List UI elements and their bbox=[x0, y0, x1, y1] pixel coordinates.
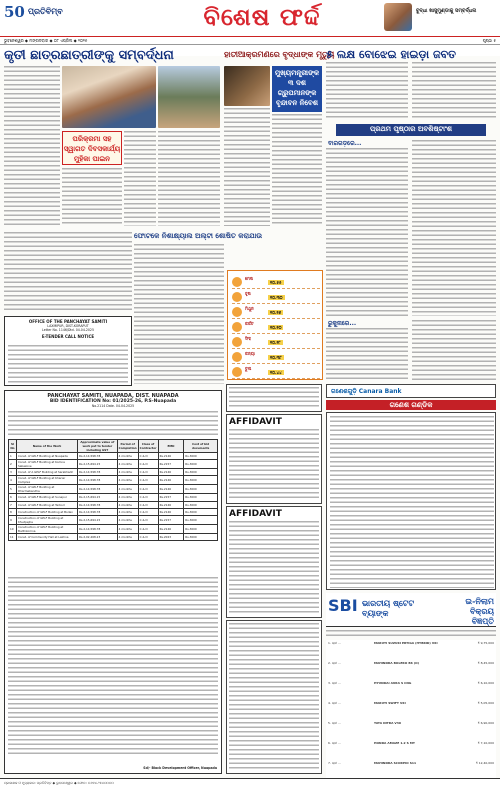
horoscope-item bbox=[232, 305, 320, 319]
auction-cell: MAHINDRA BOLERO B6 (O) bbox=[374, 661, 420, 665]
auction-row bbox=[326, 660, 496, 681]
bid-header-cell: Approximate value of work put to tender including GST bbox=[78, 440, 118, 453]
bid-table-cell: 4 months bbox=[117, 533, 138, 540]
affidavit-1-title: AFFIDAVIT bbox=[229, 417, 282, 427]
bid-table-cell: Rs.3000 bbox=[184, 515, 218, 524]
zodiac-icon bbox=[232, 367, 242, 377]
horoscope-box bbox=[227, 270, 323, 380]
bid-table-cell: C & D bbox=[138, 494, 158, 501]
auction-cell: 1. ଶ୍ରୀ ... bbox=[328, 641, 341, 645]
bid-table-row bbox=[9, 501, 218, 508]
bid-table-row bbox=[9, 476, 218, 485]
classified-ad bbox=[226, 620, 322, 774]
bid-table-cell: 4 months bbox=[117, 469, 138, 476]
auction-cell: ₹ 6,90,000 bbox=[477, 721, 494, 725]
bid-table-cell: Rs.3000 bbox=[184, 469, 218, 476]
article-body-right-2 bbox=[412, 62, 496, 120]
article-body-right-3 bbox=[326, 148, 408, 316]
zodiac-icon bbox=[232, 337, 242, 347]
auction-cell: 5. ଶ୍ରୀ ... bbox=[328, 721, 341, 725]
auction-cell: 3. ଶ୍ରୀ ... bbox=[328, 681, 341, 685]
horoscope-value: ୧୦.୧୦ bbox=[270, 325, 282, 330]
small-ad-1-body bbox=[229, 387, 319, 409]
horoscope-item bbox=[232, 320, 320, 334]
page-footer: ପ୍ରକାଶକ ଓ ମୁଦ୍ରାକର: ପ୍ରତିବିମ୍ବ ◆ ଭୁବନେଶ୍ୱର ◆ ଫୋନ: ୦୬୭୪-୨୫୪୦୦୦୦ bbox=[0, 778, 500, 788]
bid-table-cell: 6 bbox=[9, 494, 17, 501]
notice2-title: PANCHAYAT SAMITI, NUAPADA, DIST. NUAPADA bbox=[47, 393, 179, 399]
auction-cell: TATA INTRA V30 bbox=[374, 721, 401, 725]
bid-table-row bbox=[9, 453, 218, 460]
article-body-left-4 bbox=[158, 131, 220, 226]
dateline bbox=[0, 36, 500, 45]
zodiac-icon bbox=[232, 307, 242, 317]
bid-table-cell: Rs.2023 bbox=[158, 533, 184, 540]
horoscope-item bbox=[232, 275, 320, 289]
bid-table-cell: Rs.3000 bbox=[184, 501, 218, 508]
sbi-auction-header bbox=[326, 593, 496, 627]
auction-cell: 6. ଶ୍ରୀ ... bbox=[328, 741, 341, 745]
bid-table-row bbox=[9, 460, 218, 469]
affidavit-ad-2 bbox=[226, 506, 322, 618]
auction-cell: 7. ଶ୍ରୀ ... bbox=[328, 761, 341, 765]
horoscope-sign: ତୁଳା bbox=[245, 366, 252, 371]
center-headline: ହାତୀଆକ୍ରମଣରେ ବୃଦ୍ଧାଙ୍କ ମୃତ୍ୟୁ bbox=[224, 50, 335, 59]
bid-table-cell: C & D bbox=[138, 501, 158, 508]
bid-table-cell: 4 months bbox=[117, 453, 138, 460]
sbi-bank-name: ଭାରତୀୟ ଷ୍ଟେଟ ବ୍ୟାଙ୍କ bbox=[362, 599, 415, 618]
bank-notice-body bbox=[330, 416, 494, 588]
sbi-logo: SBI bbox=[328, 596, 358, 615]
bid-table-cell: C & D bbox=[138, 460, 158, 469]
article-body-right-4 bbox=[412, 140, 496, 316]
auction-cell: ₹ 5,05,000 bbox=[477, 701, 494, 705]
horoscope-sign: ବୃଷ bbox=[245, 291, 251, 296]
article-body-right-1 bbox=[326, 62, 408, 120]
article-body-left-2 bbox=[124, 131, 156, 226]
auction-cell: HYUNDAI AURA S CNG bbox=[374, 681, 412, 685]
auction-cell: 2. ଶ୍ରୀ ... bbox=[328, 661, 341, 665]
bid-table-cell: 4 months bbox=[117, 460, 138, 469]
bid-table-cell: 5 bbox=[9, 485, 17, 494]
notice1-letter: Letter No. 1146/Dtd. 04.04.2025 bbox=[42, 328, 94, 332]
article-body-right-6 bbox=[412, 320, 496, 380]
bid-table-cell: C & D bbox=[138, 485, 158, 494]
page-number: ପୃଷ୍ଠା ୫ bbox=[482, 38, 496, 43]
horoscope-sign: ମେଷ bbox=[245, 276, 253, 281]
right-subhead-1: ବାରଗଡ଼ରେ... bbox=[328, 140, 362, 147]
bid-table-cell: Rs.2,14,598.78 bbox=[78, 469, 118, 476]
bid-table-cell: Rs.2,15,694.15 bbox=[78, 460, 118, 469]
bid-table-cell: 4 months bbox=[117, 508, 138, 515]
auction-cell: ₹ 12,40,000 bbox=[475, 761, 494, 765]
bid-table-cell: 1 bbox=[9, 453, 17, 460]
bid-table-cell: Const. of Community Hall at Lakhna bbox=[16, 533, 77, 540]
right-subhead-2: ରୁକୁନାରେ... bbox=[328, 320, 357, 327]
small-ad-1 bbox=[226, 384, 322, 412]
bid-table-cell: 3 bbox=[9, 469, 17, 476]
bid-header-cell: Cost of bid documents bbox=[184, 440, 218, 453]
bid-table-header bbox=[9, 440, 218, 453]
zodiac-icon bbox=[232, 292, 242, 302]
auction-row bbox=[326, 700, 496, 721]
notice2-footer: Sd/- Block Development Officer, Nuapada bbox=[143, 766, 217, 770]
sbi-auction-title: ଇ-ନିଲାମ ବିକ୍ରୟ ବିଜ୍ଞପ୍ତି bbox=[465, 597, 494, 626]
notice2-subtitle: BID IDENTIFICATION No: 01/2025-26, P.S-Nuapada bbox=[49, 399, 177, 404]
bid-table-cell: Const. of GPLF Building at Sunapur bbox=[16, 494, 77, 501]
affidavit-2-title: AFFIDAVIT bbox=[229, 509, 282, 519]
canara-bank-header bbox=[326, 384, 496, 398]
bid-table-cell: Rs.2,14,598.78 bbox=[78, 524, 118, 533]
bid-table-cell: Rs.2,14,598.78 bbox=[78, 453, 118, 460]
notice1-body bbox=[8, 345, 128, 383]
bid-table-cell: Const. of GPLF Building at Komna Sabazone bbox=[16, 460, 77, 469]
bid-table-cell: 4 months bbox=[117, 524, 138, 533]
bid-header-cell: Name of the Work bbox=[16, 440, 77, 453]
bid-table-cell: Rs.2146 bbox=[158, 508, 184, 515]
auction-row bbox=[326, 680, 496, 701]
bid-table-cell: Construction of GPLF Building at Boden bbox=[16, 508, 77, 515]
bid-table-cell: 4 months bbox=[117, 515, 138, 524]
bid-table-cell: Const. of GPLF Building at Tarbod bbox=[16, 501, 77, 508]
bid-table-row bbox=[9, 515, 218, 524]
bid-table-cell: 8 bbox=[9, 508, 17, 515]
dateline-text: ଭୁବନେଶ୍ୱର ◆ ମଙ୍ଗଳବାର ◆ ୦୮ ଏପ୍ରିଲ ◆ ୨୦୨୫ bbox=[4, 38, 88, 43]
bid-table-cell: Rs.2146 bbox=[158, 469, 184, 476]
zodiac-icon bbox=[232, 352, 242, 362]
bid-table-cell: Rs.3000 bbox=[184, 533, 218, 540]
main-headline: କୃତୀ ଛାତ୍ରଛାତ୍ରୀଙ୍କୁ ସମ୍ବର୍ଦ୍ଧନା bbox=[4, 48, 174, 63]
bid-table-cell: 10 bbox=[9, 524, 17, 533]
canara-bank-title: ଗଣେଶଗୁଡ଼ି Canara Bank bbox=[331, 388, 402, 395]
auction-cell: ₹ 9,75,000 bbox=[477, 641, 494, 645]
bid-table-cell: 4 months bbox=[117, 501, 138, 508]
page-title: ବିଶେଷ ଫର୍ଦ୍ଦ bbox=[203, 3, 321, 31]
bid-table-row bbox=[9, 524, 218, 533]
auction-cell: HONDA AMAZE 1.2 S MT bbox=[374, 741, 415, 745]
right-section-bar: ପ୍ରଥମ ପୃଷ୍ଠାର ଅବଶିଷ୍ଟାଂଶ bbox=[336, 124, 486, 136]
bid-header-cell: EMD bbox=[158, 440, 184, 453]
bid-table-cell: C & D bbox=[138, 524, 158, 533]
notice2-letter: No.2114 Date. 04.04.2025 bbox=[91, 404, 135, 408]
auction-row bbox=[326, 740, 496, 761]
tender-notice-1 bbox=[4, 316, 132, 386]
bid-table-cell: 4 bbox=[9, 476, 17, 485]
notice2-conditions bbox=[8, 577, 218, 757]
bid-table-cell: Rs.2,14,598.78 bbox=[78, 485, 118, 494]
zodiac-icon bbox=[232, 277, 242, 287]
bid-table-row bbox=[9, 485, 218, 494]
auction-cell: ₹ 8,45,000 bbox=[477, 661, 494, 665]
bid-table-cell: Rs.3000 bbox=[184, 453, 218, 460]
article-body-center-1 bbox=[224, 108, 270, 226]
bid-table-cell: C & D bbox=[138, 508, 158, 515]
bid-table-cell: Rs.3000 bbox=[184, 460, 218, 469]
horoscope-value: ୧୦.୫୫ bbox=[270, 280, 282, 285]
bid-table-cell: Rs.3000 bbox=[184, 485, 218, 494]
students-photo bbox=[62, 66, 156, 128]
bid-table-cell: Rs.2146 bbox=[158, 476, 184, 485]
auction-cell: MAHINDRA SCORPIO S11 bbox=[374, 761, 417, 765]
bid-table-cell: C & D bbox=[138, 515, 158, 524]
horoscope-sign: ମିଥୁନ bbox=[245, 306, 254, 311]
ganesh-title-bar: ଗଣେଶ ଗଣ୍ଡିକ bbox=[326, 400, 496, 410]
bid-table-cell: Rs.2146 bbox=[158, 453, 184, 460]
horoscope-item bbox=[232, 290, 320, 304]
horoscope-item bbox=[232, 365, 320, 379]
bid-header-cell: Sl No bbox=[9, 440, 17, 453]
bid-table-cell: Rs.2157 bbox=[158, 494, 184, 501]
bid-table-cell: Rs.3000 bbox=[184, 476, 218, 485]
bid-table-cell: Rs.3000 bbox=[184, 494, 218, 501]
bid-table-row bbox=[9, 533, 218, 540]
classified-ad-body bbox=[229, 623, 319, 771]
masthead-side-text: ବୁଦ୍ଧା ଖାସୁମୁଣ୍ଡାକୁ ସମ୍ବର୍ଦ୍ଧନା bbox=[416, 8, 477, 14]
auction-cell: MARUTI SUZUKI ERTIGA (HYBRID) VXI bbox=[374, 641, 438, 645]
bid-table-cell: C & D bbox=[138, 469, 158, 476]
article-body-center-2 bbox=[272, 114, 322, 226]
affidavit-2-body bbox=[229, 521, 319, 615]
bid-table-cell: Rs.3000 bbox=[184, 524, 218, 533]
horoscope-value: ୧୦.୪୪ bbox=[270, 370, 282, 375]
bid-table-cell: Rs.3000 bbox=[184, 508, 218, 515]
bank-notice bbox=[326, 412, 496, 590]
bid-header-cell: Class of Contractor bbox=[138, 440, 158, 453]
bid-table-cell: C & D bbox=[138, 533, 158, 540]
notice1-subtitle: LAXMIPUR, DIST-KORAPUT bbox=[47, 324, 89, 328]
bid-table-cell: Const. of GPLF Building at Nuapada bbox=[16, 453, 77, 460]
affidavit-1-body bbox=[229, 429, 319, 501]
notice2-intro bbox=[8, 411, 218, 437]
auction-cell: ₹ 7,10,000 bbox=[477, 741, 494, 745]
article-body-center-3 bbox=[134, 244, 224, 384]
tender-notice-2 bbox=[4, 390, 222, 774]
bid-table bbox=[8, 439, 218, 541]
zodiac-icon bbox=[232, 322, 242, 332]
horoscope-item bbox=[232, 350, 320, 364]
horoscope-sign: ସିଂହ bbox=[245, 336, 251, 341]
elephant-photo bbox=[224, 66, 270, 106]
bid-table-row bbox=[9, 508, 218, 515]
horoscope-value: ୧୦.୨୮ bbox=[270, 340, 281, 345]
anniversary-logo: 50 bbox=[4, 3, 25, 21]
bid-table-cell: 7 bbox=[9, 501, 17, 508]
notice1-heading: E-TENDER CALL NOTICE bbox=[41, 334, 95, 339]
masthead-photo bbox=[384, 3, 412, 31]
bid-table-cell: 4 months bbox=[117, 494, 138, 501]
bid-table-cell: 2 bbox=[9, 460, 17, 469]
bid-table-cell: 11 bbox=[9, 533, 17, 540]
bid-table-cell: C & D bbox=[138, 453, 158, 460]
center-inset-box: ମୁଖ୍ୟମନ୍ତ୍ରୀଙ୍କ ୩ ଦଶ ଗ୍ରୁପମାନଙ୍କ ବୃନ୍ଦାବନ ନିବେଶ bbox=[272, 66, 322, 112]
article-body-lower-left bbox=[4, 232, 132, 312]
bid-table-cell: Construction of GPLF Building at Budhikomna bbox=[16, 524, 77, 533]
auction-cell: MARUTI SWIFT VXI bbox=[374, 701, 406, 705]
bid-table-cell: C & D bbox=[138, 476, 158, 485]
article-body-left-1 bbox=[4, 66, 60, 226]
right-headline: ୫ ଲକ୍ଷ ବୋଝେଇ ହାଇଡ଼ା ଜବତ bbox=[326, 48, 456, 61]
center-subheadline: ଫୋଟକେ ନିଶାକ୍ଷ୍ୟାଲ ଅଲ୍ଟୀ ଶୋଷିତ କରାଯାଉ bbox=[134, 232, 263, 240]
bid-table-cell: Rs.2,02,268.23 bbox=[78, 533, 118, 540]
auction-row bbox=[326, 720, 496, 741]
article-body-right-5 bbox=[326, 328, 408, 380]
horoscope-sign: କନ୍ୟା bbox=[245, 351, 255, 356]
bid-table-cell: 9 bbox=[9, 515, 17, 524]
affidavit-ad-1 bbox=[226, 414, 322, 504]
horoscope-item bbox=[232, 335, 320, 349]
bid-table-cell: 4 months bbox=[117, 485, 138, 494]
bid-header-cell: Period of Completion bbox=[117, 440, 138, 453]
auction-row bbox=[326, 640, 496, 661]
bid-table-cell: Const. of GPLF Building at Dharmabandha bbox=[16, 485, 77, 494]
newspaper-name: ପ୍ରତିବିମ୍ବ bbox=[28, 7, 63, 16]
bid-table-cell: Rs.2146 bbox=[158, 501, 184, 508]
bid-table-cell: Rs.2146 bbox=[158, 524, 184, 533]
sbi-intro bbox=[326, 630, 496, 638]
auction-cell: 4. ଶ୍ରୀ ... bbox=[328, 701, 341, 705]
bid-table-cell: Rs.2,14,598.78 bbox=[78, 501, 118, 508]
bid-table-row bbox=[9, 494, 218, 501]
bid-table-cell: Rs.2157 bbox=[158, 460, 184, 469]
bid-table-cell: Construction of GPLF Building at Khudpejha bbox=[16, 515, 77, 524]
left-inset-box: ପରିକ୍ରମା ସହ ସ୍ୱାଗତ ଦିବସକାର୍ଯ୍ୟ ମୁହିକା ପାଇନ bbox=[62, 131, 122, 165]
horoscope-value: ୧୦.୧୬ bbox=[270, 310, 282, 315]
bid-table-cell: Rs.2,15,694.15 bbox=[78, 494, 118, 501]
bid-table-cell: Rs.2,14,598.78 bbox=[78, 476, 118, 485]
bid-table-cell: 4 months bbox=[117, 476, 138, 485]
bid-table-cell: Rs.2146 bbox=[158, 485, 184, 494]
news-photo-2 bbox=[158, 66, 220, 128]
notice1-title: OFFICE OF THE PANCHAYAT SAMITI bbox=[28, 319, 108, 324]
bid-table-cell: Const. of A GPLF Building at Sarabhadri bbox=[16, 469, 77, 476]
bid-table-cell: Rs.2,15,694.15 bbox=[78, 515, 118, 524]
horoscope-sign: କର୍କଟ bbox=[245, 321, 254, 326]
bid-table-cell: Rs.2157 bbox=[158, 515, 184, 524]
horoscope-value: ୧୦.୩୦ bbox=[270, 295, 283, 300]
horoscope-value: ୧୦.୩୮ bbox=[270, 355, 282, 360]
bid-table-row bbox=[9, 469, 218, 476]
auction-cell: ₹ 6,10,000 bbox=[477, 681, 494, 685]
article-body-left-3 bbox=[62, 168, 122, 226]
bid-table-cell: Rs.2,14,598.78 bbox=[78, 508, 118, 515]
bid-table-cell: Const. of GPLF Building at Khariar Complex bbox=[16, 476, 77, 485]
